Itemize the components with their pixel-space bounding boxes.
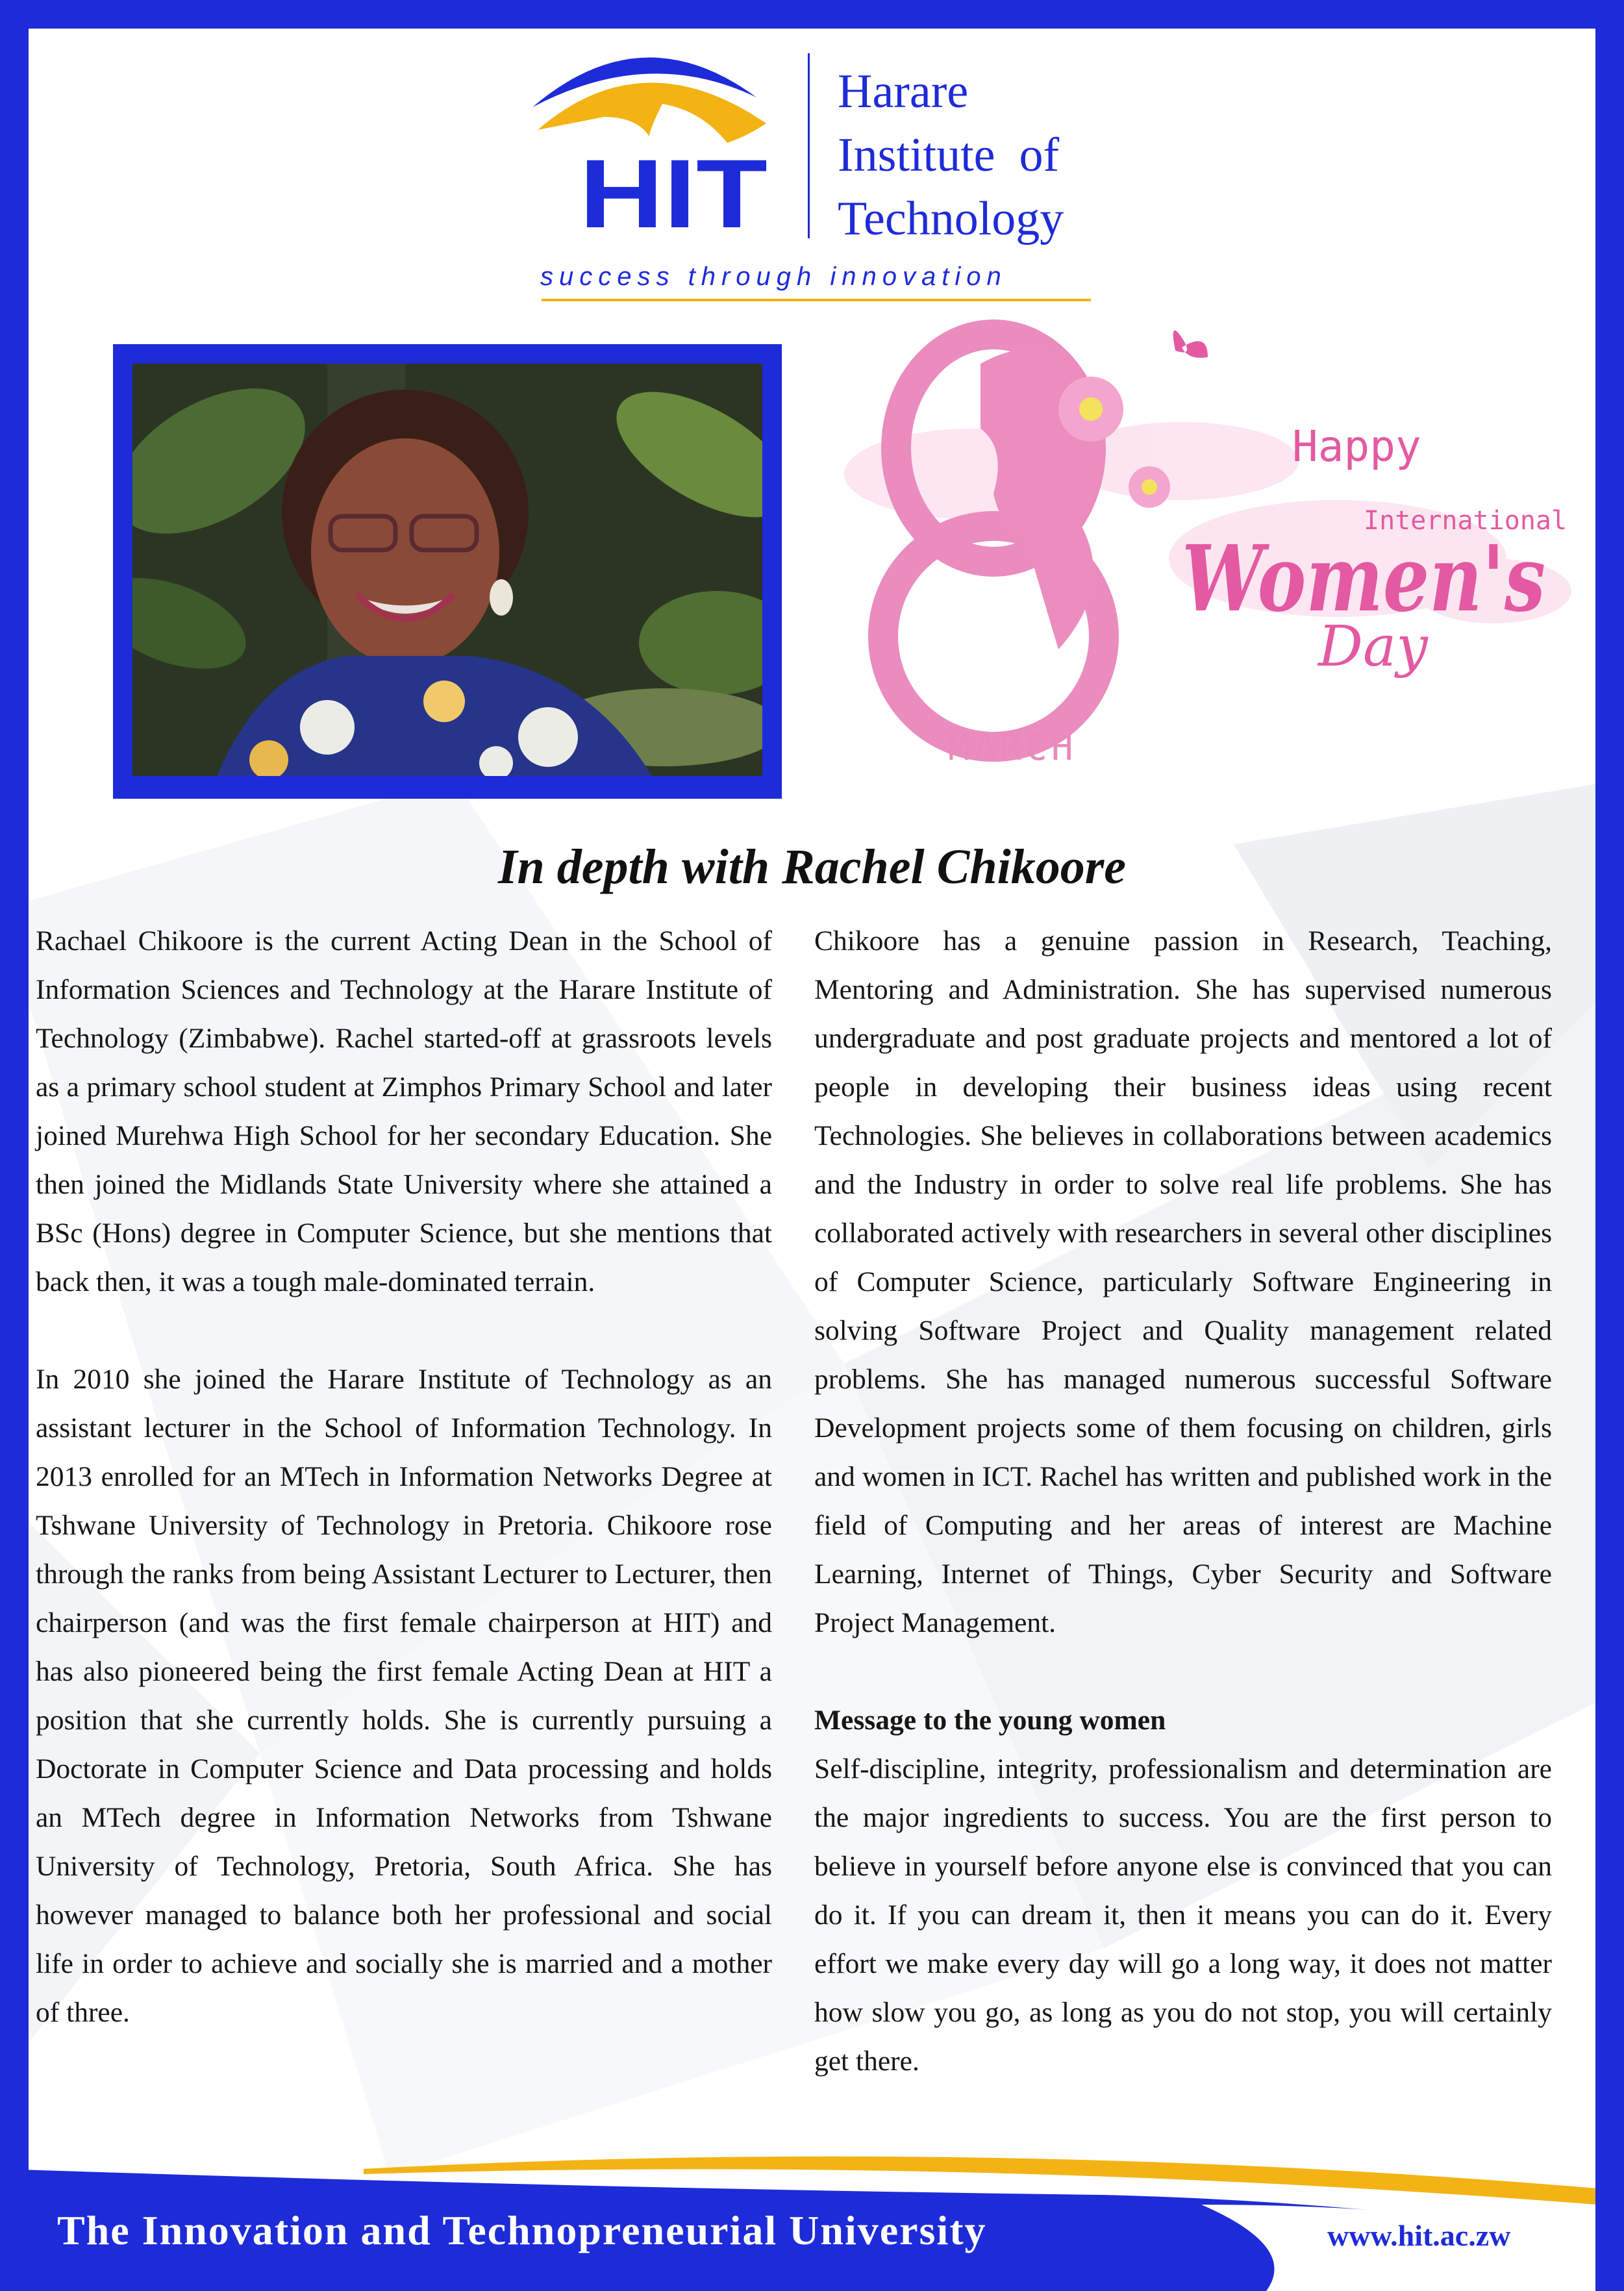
international-text: International <box>1364 506 1568 536</box>
institution-name <box>838 60 1227 251</box>
left-paragraph-2: In 2010 she joined the Harare Institute of Technology as an assistant lecturer in the School of Information Technology. In 2013 enrolled for an MTech in Information Networks Degree at Tshwane University of Technology in Pretoria. Chikoore rose through the ranks from being Assistant Lecturer to Lecturer, then chairperson (and was the first female chairperson at HIT) and has also pioneered being the first female Acting Dean at HIT a position that she currently holds. She is currently pursuing a Doctorate in Computer Science and Data processing and holds an MTech degree in Information Networks from Tshwane University of Technology, Pretoria, South Africa. She has however managed to balance both her professional and social life in order to achieve and socially she is married and a mother of three. <box>36 1364 772 2028</box>
logo-arch-gold <box>538 82 766 143</box>
institution-line-3: Technology <box>838 192 1064 245</box>
right-paragraph-1: Chikoore has a genuine passion in Research, Teaching, Mentoring and Administration. She has supervised numerous undergraduate and post graduate projects and mentored a lot of people in developing their business ideas using recent Technologies. She believes in collaborations between academics and the Industry in order to solve real life problems. She has collaborated actively with researchers in several other disciplines of Computer Science, particularly Software Engineering in solving Software Project and Quality management related problems. She has managed numerous successful Software Development projects some of them focusing on children, girls and women in ICT. Rachel has written and published work in the field of Computing and her areas of interest are Machine Learning, Internet of Things, Cyber Security and Software Project Management. <box>814 925 1552 1638</box>
logo-divider <box>808 53 810 238</box>
left-paragraph-1: Rachael Chikoore is the current Acting Dean in the School of Information Sciences and Technology at the Harare Institute of Technology (Zimbabwe). Rachel started-off at grassroots levels as a primary school student at Zimphos Primary School and later joined Murehwa High School for her secondary Education. She then joined the Midlands State University where she attained a BSc (Hons) degree in Computer Science, but she mentions that back then, it was a tough male-dominated terrain. <box>36 925 772 1297</box>
article-left-column <box>36 917 772 2037</box>
institution-line-1: Harare <box>838 65 969 118</box>
message-heading: Message to the young women <box>814 1705 1166 1736</box>
portrait-photo <box>132 364 762 776</box>
footer-slogan: The Innovation and Technopreneurial University <box>57 2207 987 2253</box>
portrait-frame <box>113 344 782 799</box>
tagline-underline <box>542 299 1091 301</box>
womens-day-artwork <box>844 312 1571 805</box>
hit-logo <box>532 39 805 247</box>
institution-line-2: Institute of <box>838 129 1060 182</box>
article-title: In depth with Rachel Chikoore <box>497 840 1127 894</box>
womens-text: Women's <box>1182 526 1545 632</box>
article-right-column <box>814 917 1552 2086</box>
website-link[interactable]: www.hit.ac.zw <box>1327 2219 1511 2252</box>
happy-text: Happy <box>1292 421 1421 471</box>
logo-text: HIT <box>579 139 768 247</box>
butterfly-icon <box>1173 331 1208 358</box>
tagline: success through innovation <box>540 262 1007 291</box>
message-body: Self-discipline, integrity, professionalism and determination are the major ingredients to success. You are the first person to believe in yourself before anyone else is convinced that you can do it. If you can dream it, then it means you can do it. Every effort we make every day will go a long way, it does not matter how slow you go, as long as you do not stop, you will certainly get there. <box>814 1753 1552 2077</box>
day-text: Day <box>1318 614 1428 679</box>
march-text: MARCH <box>948 727 1077 769</box>
